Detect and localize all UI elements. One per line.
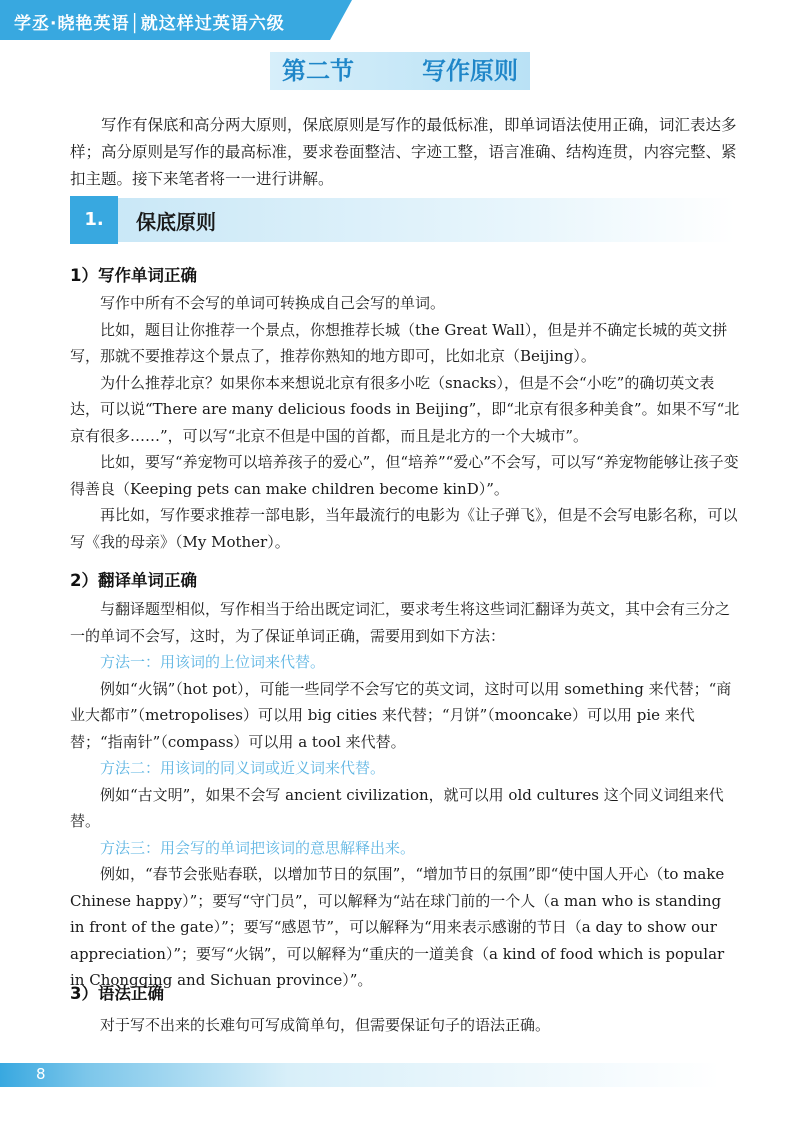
section-number: 第二节 — [282, 57, 354, 85]
header-bar-tail — [330, 0, 352, 40]
header-bar — [0, 0, 330, 40]
subheading-3: 3）语法正确 — [70, 984, 164, 1003]
subheading-1: 1）写作单词正确 — [70, 266, 197, 285]
subheading-2: 2）翻译单词正确 — [70, 571, 197, 590]
sub1-paragraph: 比如，题目让你推荐一个景点，你想推荐长城（the Great Wall），但是并不确定长城的英文拼写，那就不要推荐这个景点了，推荐你熟知的地方即可，比如北京（Beijing）。 — [70, 320, 728, 365]
method-3: 方法三：用会写的单词把该词的意思解释出来。 — [100, 838, 416, 857]
sub3-paragraph: 对于写不出来的长难句可写成简单句，但需要保证句子的语法正确。 — [100, 1016, 551, 1034]
page-number: 8 — [36, 1065, 46, 1083]
sub1-paragraph: 写作中所有不会写的单词可转换成自己会写的单词。 — [100, 294, 446, 312]
sub1-paragraph: 为什么推荐北京？如果你本来想说北京有很多小吃（snacks），但是不会“小吃”的确切英文表达，可以说“There are many delicious foods in Beijing”，即“北京有很多种美食”。如果不写“北京有很多……”，可以写“北京不但是中国的首都，而且是北方的一个大城市”。 — [70, 373, 740, 445]
method-1: 方法一：用该词的上位词来代替。 — [100, 653, 326, 671]
intro-paragraph: 写作有保底和高分两大原则，保底原则是写作的最低标准，即单词语法使用正确，词汇表达多样；高分原则是写作的最高标准，要求卷面整洁、字迹工整，语言准确、结构连贯，内容完整、紧扣主题。接下来笔者将一一进行讲解。 — [70, 116, 737, 188]
example-3: 例如，“春节会张贴春联，以增加节日的氛围”，“增加节日的氛围”即“使中国人开心（to make Chinese happy）”；要写“守门员”，可以解释为“站在球门前的一个人（a man who is standing in front of the gate）”；要写“感恩节”，可以解释为“用来表示感谢的节日（a day to show our appreciation）”；要写“火锅”，可以解释为“重庆的一道美食（a kind of food which is popular in Chongqing and Sichuan province）”。 — [70, 865, 725, 989]
section-title — [270, 52, 530, 90]
series-title: 学丞·晓艳英语│就这样过英语六级 — [14, 14, 285, 34]
sub1-content — [70, 290, 740, 555]
sub1-paragraph: 比如，要写“养宠物可以培养孩子的爱心”，但“培养”“爱心”不会写，可以写“养宠物能够让孩子变得善良（Keeping pets can make children become kinD）”。 — [70, 453, 739, 498]
sub3-content — [70, 1012, 740, 1039]
method-2: 方法二：用该词的同义词或近义词来代替。 — [100, 759, 386, 777]
example-1: 例如“火锅”（hot pot），可能一些同学不会写它的英文词，这时可以用 something 来代替；“商业大都市”（metropolises）可以用 big cities 来代替；“月饼”（mooncake）可以用 pie 来代替；“指南针”（compass）可以用 a tool 来代替。 — [70, 679, 732, 751]
heading-title: 保底原则 — [136, 210, 216, 234]
section-name: 写作原则 — [422, 57, 518, 85]
sub2-intro: 与翻译题型相似，写作相当于给出既定词汇，要求考生将这些词汇翻译为英文，其中会有三分之一的单词不会写，这时，为了保证单词正确，需要用到如下方法： — [70, 600, 731, 645]
example-2: 例如“古文明”，如果不会写 ancient civilization，就可以用 old cultures 这个同义词组来代替。 — [70, 785, 724, 830]
heading-number-box: 1. — [70, 196, 118, 244]
sub1-paragraph: 再比如，写作要求推荐一部电影，当年最流行的电影为《让子弹飞》，但是不会写电影名称，可以写《我的母亲》（My Mother）。 — [70, 506, 738, 551]
sub2-content — [70, 596, 740, 994]
footer-bar — [0, 1063, 720, 1087]
